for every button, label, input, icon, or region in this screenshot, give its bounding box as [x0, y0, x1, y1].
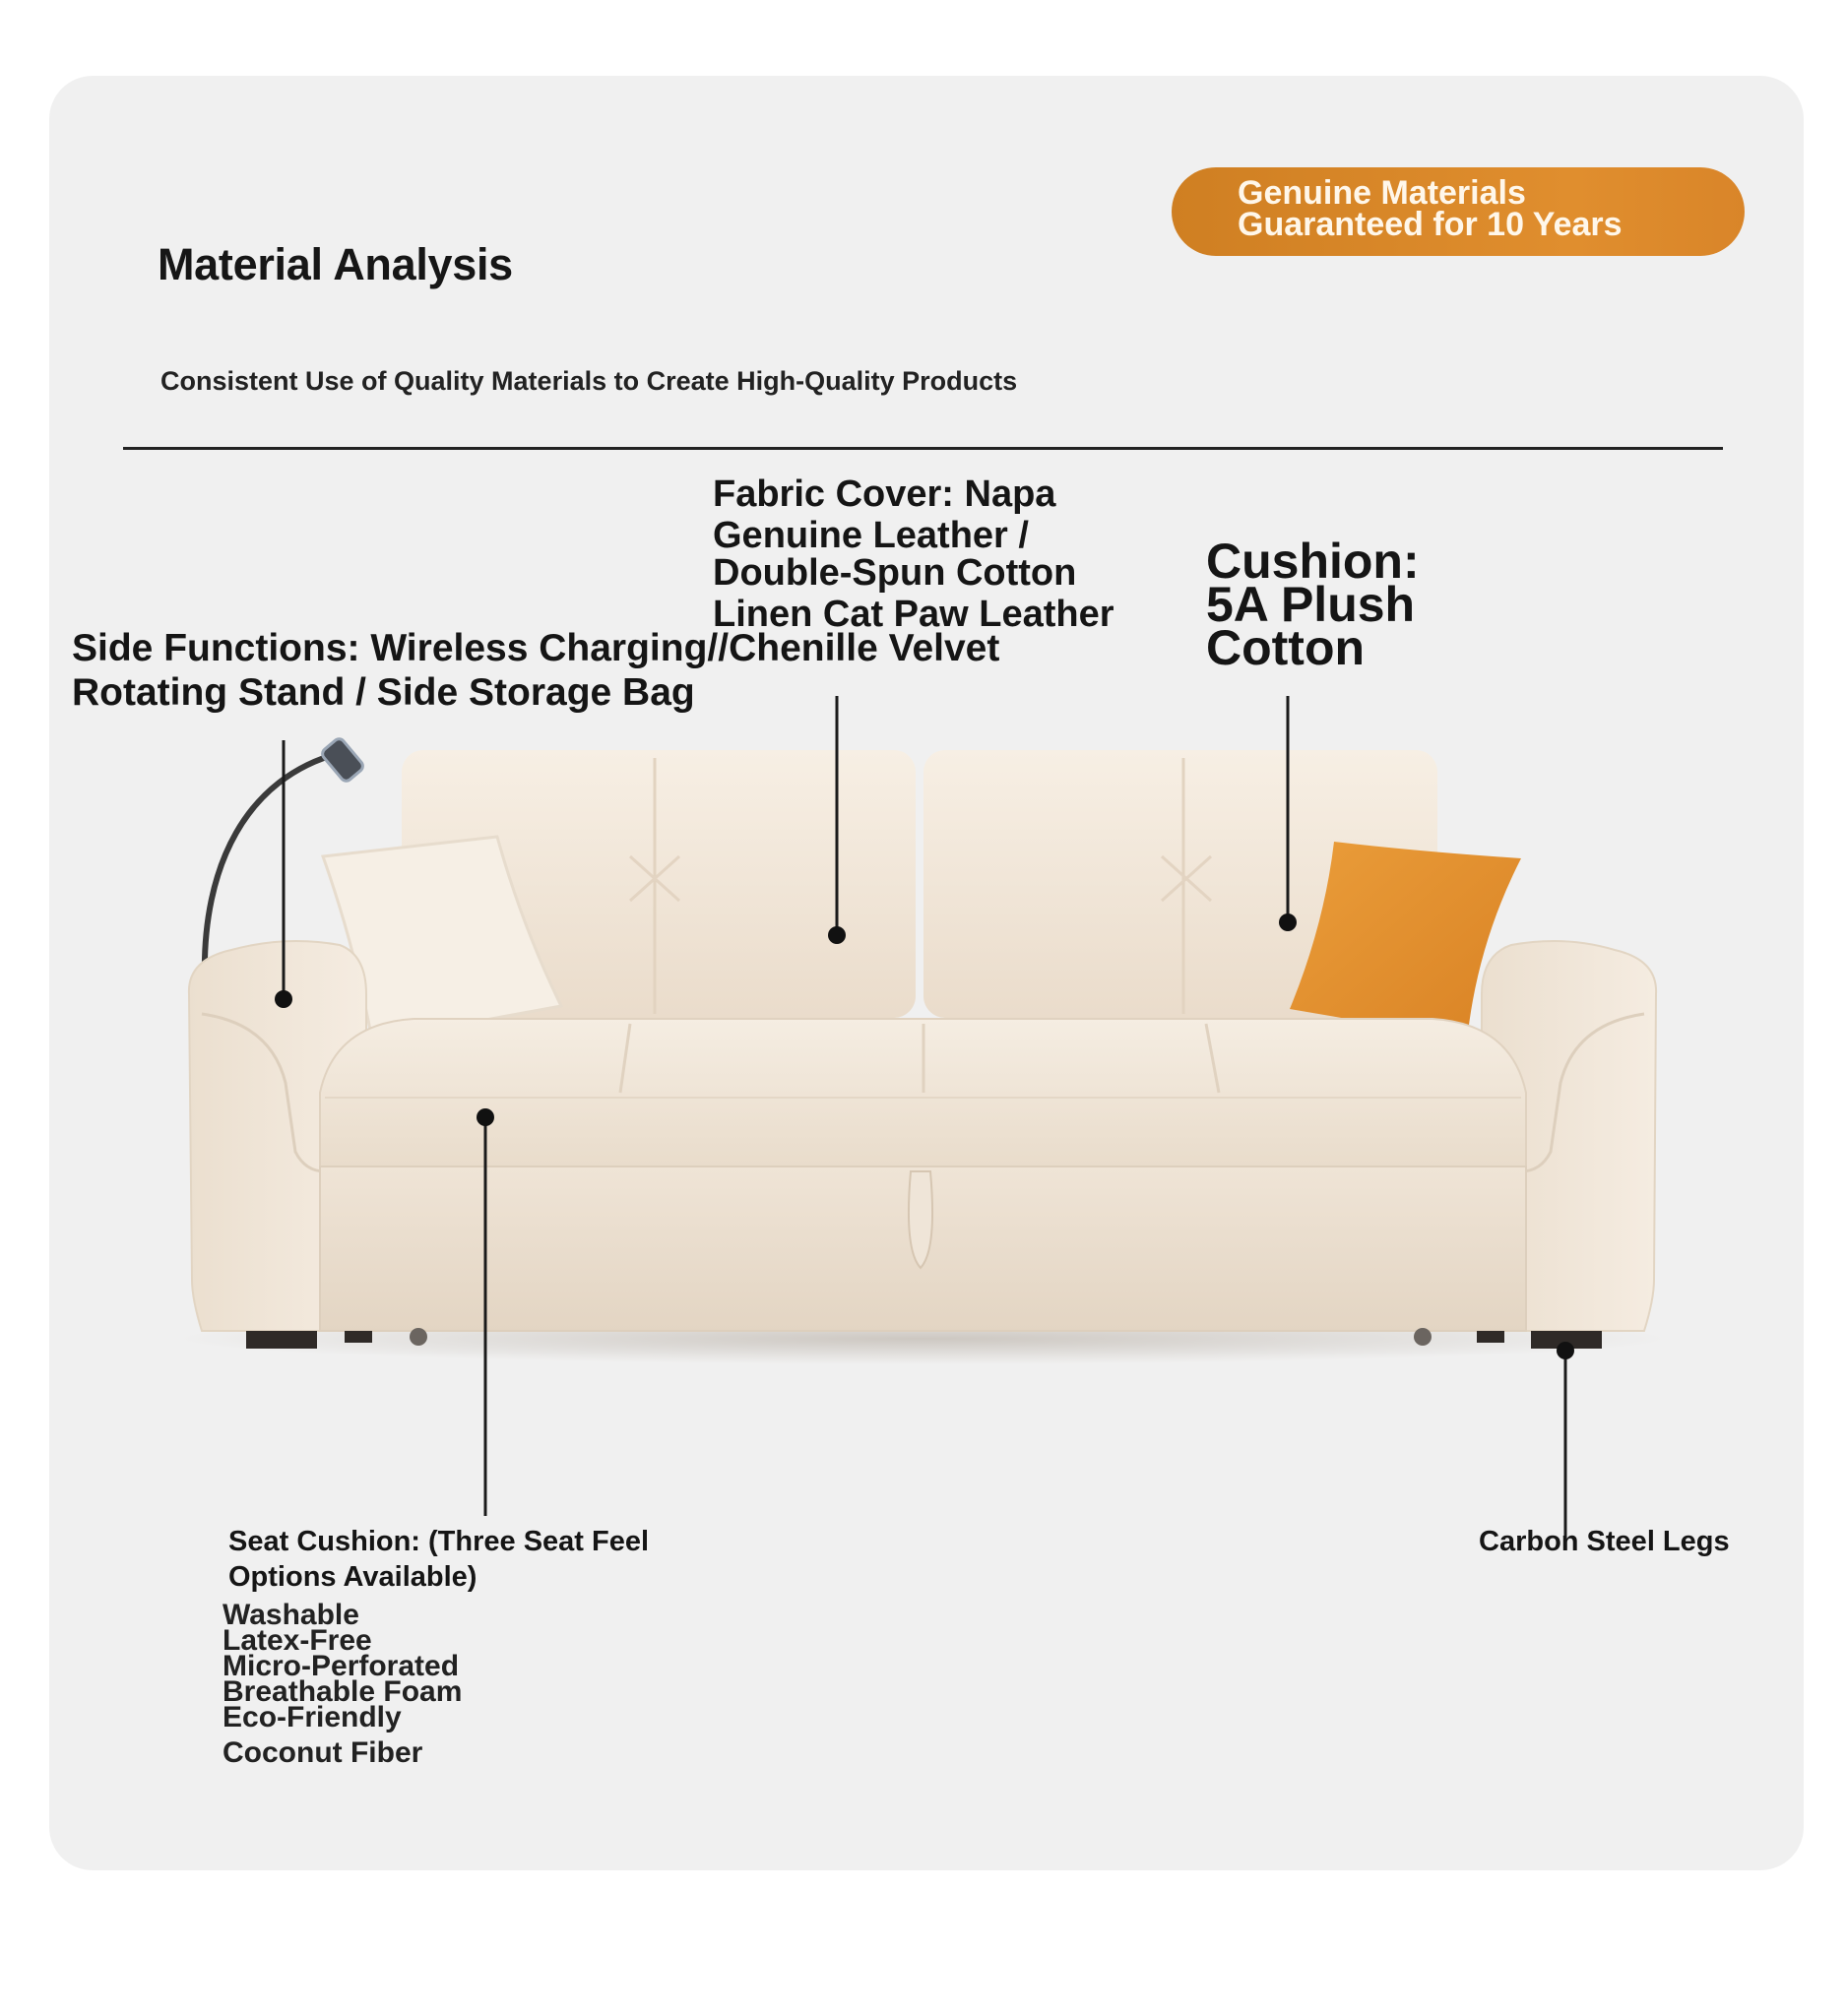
feature-item: Washable [223, 1599, 359, 1631]
fabric-cover-callout [713, 475, 1114, 633]
callout-line: Cushion: [1206, 534, 1420, 589]
callout-line: Options Available) [228, 1561, 477, 1593]
callout-line: Linen Cat Paw Leather [713, 594, 1114, 635]
leg [345, 1331, 372, 1343]
marker-dot [275, 990, 292, 1008]
leg [1477, 1331, 1504, 1343]
callout-line: Rotating Stand / Side Storage Bag [72, 671, 695, 714]
caster [1414, 1328, 1432, 1346]
leg [246, 1331, 317, 1349]
callout-line: Cotton [1206, 620, 1366, 675]
caster [410, 1328, 427, 1346]
feature-item: Micro-Perforated [223, 1650, 460, 1682]
seat-feature-list [223, 1599, 463, 1769]
badge-line: Genuine Materials [1238, 174, 1526, 212]
callout-line: Genuine Leather / [713, 515, 1029, 556]
marker-dot [1557, 1342, 1574, 1359]
marker-dot [477, 1108, 494, 1126]
marker-dot [1279, 914, 1297, 931]
legs-callout: Carbon Steel Legs [1479, 1526, 1730, 1557]
seat-cushion-callout [228, 1524, 649, 1595]
callout-line: Seat Cushion: (Three Seat Feel [228, 1526, 650, 1557]
phone-holder [320, 736, 365, 783]
callout-line: Fabric Cover: Napa [713, 473, 1056, 515]
page-subtitle: Consistent Use of Quality Materials to Create High-Quality Products [160, 366, 1018, 396]
feature-item: Coconut Fiber [223, 1736, 423, 1769]
feature-item: Eco-Friendly [223, 1701, 402, 1733]
drawer-pull-tab [909, 1171, 932, 1268]
callout-line: Double-Spun Cotton [713, 552, 1077, 594]
side-functions-callout [72, 626, 999, 715]
feature-item: Breathable Foam [223, 1675, 463, 1708]
page-title: Material Analysis [158, 239, 513, 289]
feature-item: Latex-Free [223, 1624, 372, 1657]
callout-line: Side Functions: Wireless Charging//Chenille Velvet [72, 627, 1000, 669]
callout-line: 5A Plush [1206, 577, 1416, 632]
marker-dot [828, 926, 846, 944]
badge-line: Guaranteed for 10 Years [1238, 206, 1623, 243]
cushion-callout [1206, 534, 1420, 675]
